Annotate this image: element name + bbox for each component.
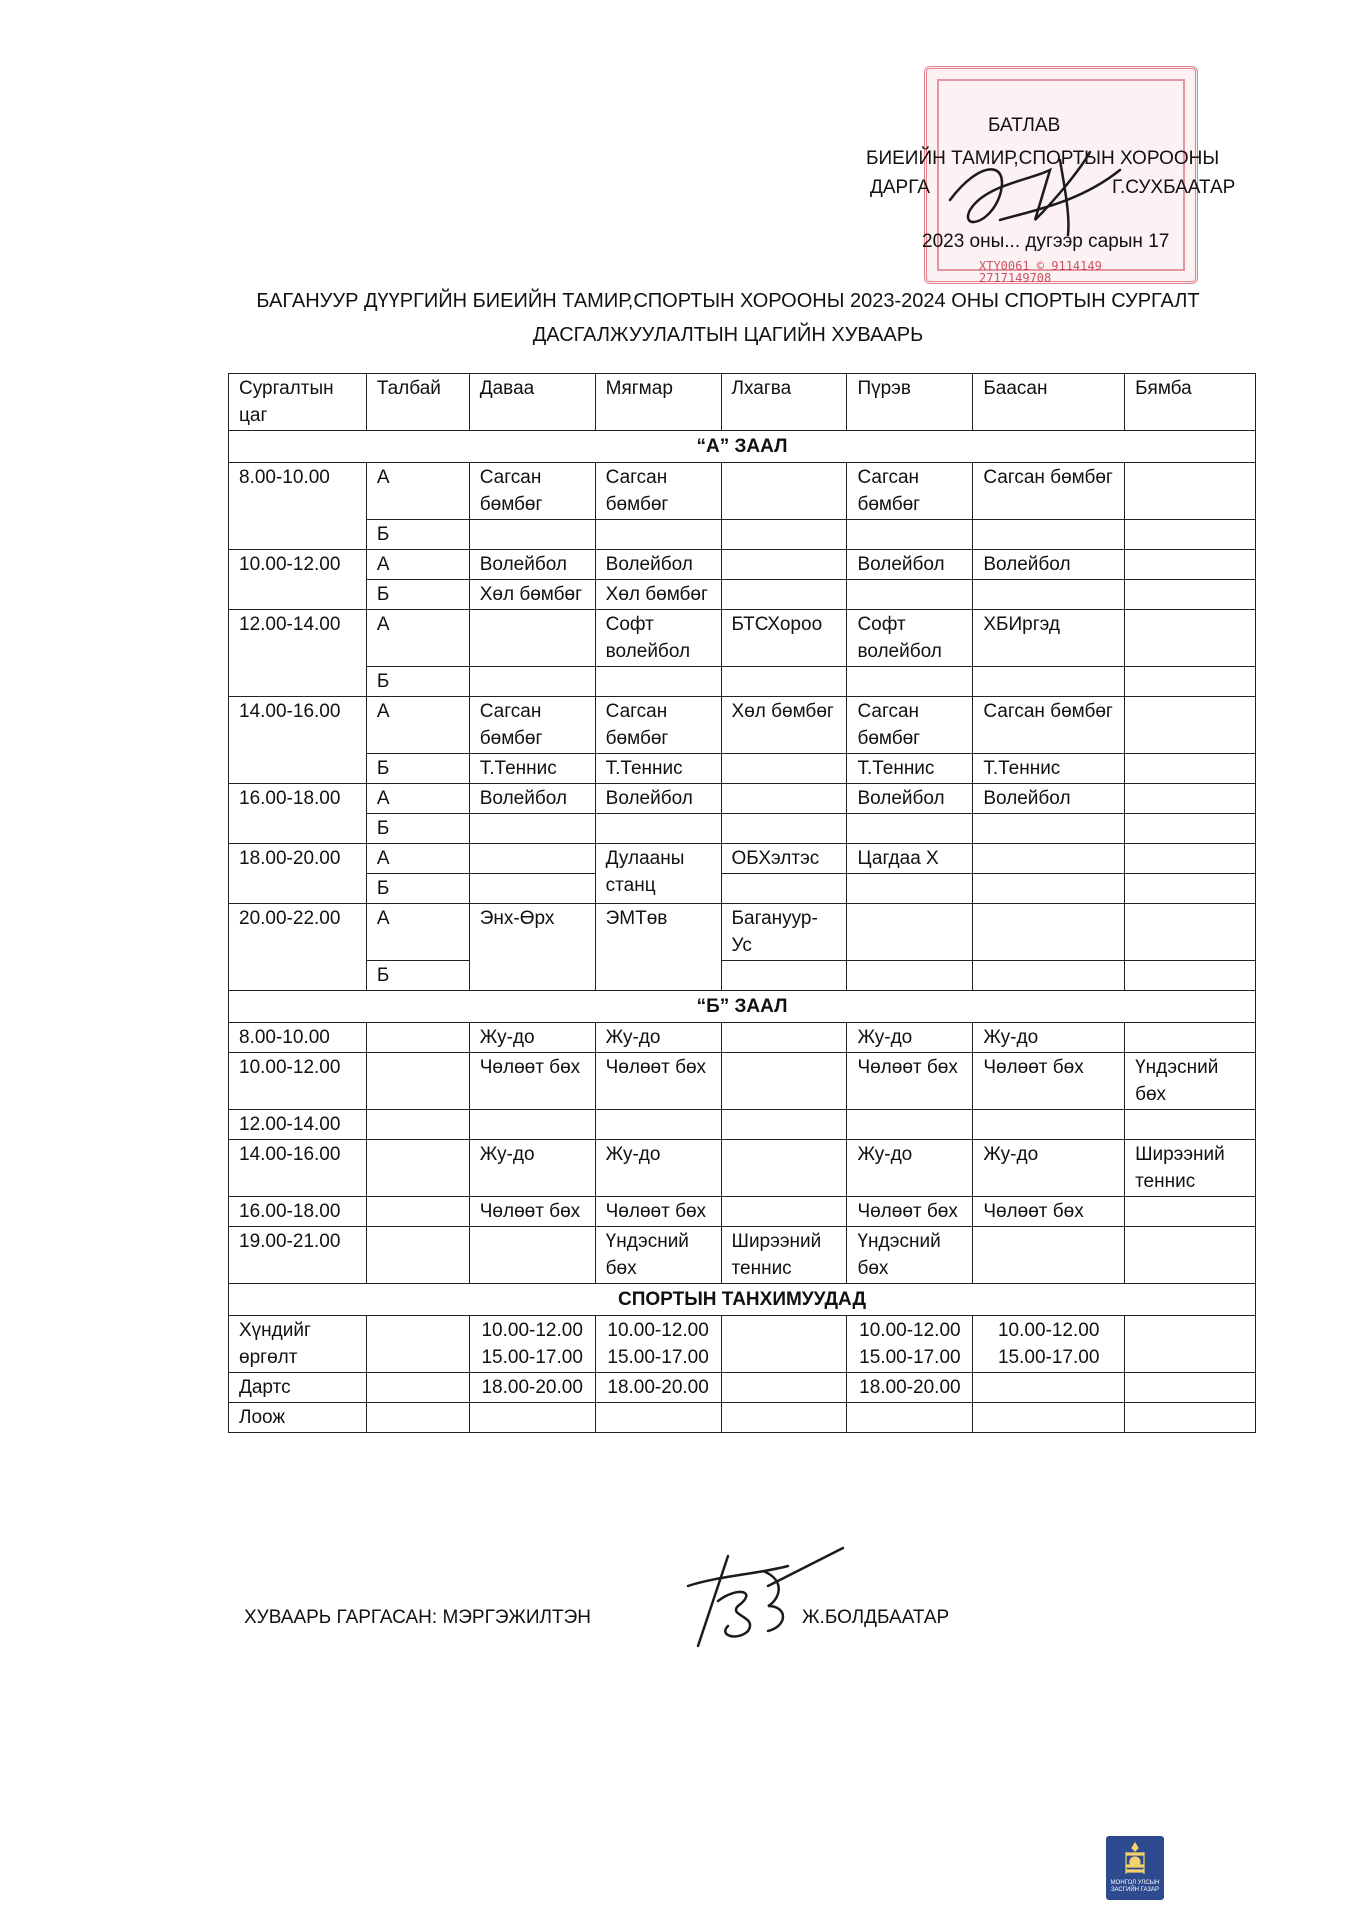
- time-cell: 10.00-12.00: [229, 550, 367, 610]
- schedule-cell: Үндэсний бөх: [847, 1227, 973, 1284]
- schedule-cell: [1125, 1316, 1256, 1373]
- schedule-cell: [973, 904, 1125, 961]
- schedule-cell: Сагсан бөмбөг: [595, 697, 721, 754]
- title-line-1: БАГАНУУР ДҮҮРГИЙН БИЕИЙН ТАМИР,СПОРТЫН ХОРООНЫ 2023-2024 ОНЫ СПОРТЫН СУРГАЛТ: [256, 290, 1200, 312]
- schedule-cell: Волейбол: [595, 784, 721, 814]
- hall-name-cell: Дартс: [229, 1373, 367, 1403]
- table-row: [229, 697, 1256, 754]
- schedule-cell: [469, 610, 595, 667]
- schedule-cell: Сагсан бөмбөг: [847, 463, 973, 520]
- time-cell: 10.00-12.00: [229, 1053, 367, 1110]
- schedule-cell: Сагсан бөмбөг: [973, 697, 1125, 754]
- table-row: [229, 1227, 1256, 1284]
- table-row: [229, 1110, 1256, 1140]
- schedule-cell: [721, 961, 847, 991]
- schedule-cell: [1125, 844, 1256, 874]
- schedule-cell: Софт волейбол: [595, 610, 721, 667]
- schedule-cell: Сагсан бөмбөг: [847, 697, 973, 754]
- schedule-cell: [721, 1197, 847, 1227]
- schedule-cell: БТСХороо: [721, 610, 847, 667]
- table-row: [229, 874, 1256, 904]
- schedule-cell: [721, 1373, 847, 1403]
- schedule-cell: 10.00-12.00 15.00-17.00: [973, 1316, 1125, 1373]
- schedule-cell: [847, 904, 973, 961]
- schedule-cell: [1125, 550, 1256, 580]
- field-cell: А: [366, 904, 469, 961]
- soyombo-icon: [1123, 1842, 1147, 1876]
- schedule-cell: Жу-до: [973, 1023, 1125, 1053]
- header-cell: Бямба: [1125, 374, 1256, 431]
- header-cell: Даваа: [469, 374, 595, 431]
- schedule-cell: Т.Теннис: [847, 754, 973, 784]
- schedule-cell: Т.Теннис: [469, 754, 595, 784]
- schedule-cell: Жу-до: [847, 1140, 973, 1197]
- schedule-cell: [721, 1140, 847, 1197]
- schedule-cell: [721, 874, 847, 904]
- section-row-a: [229, 431, 1256, 463]
- schedule-cell: [847, 580, 973, 610]
- schedule-cell: [973, 1403, 1125, 1433]
- government-logo: [1106, 1836, 1164, 1900]
- schedule-cell: Волейбол: [847, 550, 973, 580]
- field-cell: Б: [366, 754, 469, 784]
- schedule-cell: Хөл бөмбөг: [721, 697, 847, 754]
- schedule-cell: ЭМТөв: [595, 904, 721, 991]
- schedule-cell: [1125, 814, 1256, 844]
- schedule-cell: [1125, 667, 1256, 697]
- approval-org: БИЕИЙН ТАМИР,СПОРТЫН ХОРООНЫ: [866, 148, 1220, 169]
- schedule-cell: [1125, 961, 1256, 991]
- schedule-cell: [973, 520, 1125, 550]
- schedule-cell: Хөл бөмбөг: [595, 580, 721, 610]
- table-row: [229, 1373, 1256, 1403]
- schedule-cell: [721, 1403, 847, 1433]
- schedule-cell: Волейбол: [595, 550, 721, 580]
- schedule-cell: [595, 1110, 721, 1140]
- schedule-cell: [721, 1053, 847, 1110]
- schedule-cell: [469, 667, 595, 697]
- field-cell: Б: [366, 580, 469, 610]
- time-cell: 14.00-16.00: [229, 1140, 367, 1197]
- table-row: [229, 1053, 1256, 1110]
- field-cell: Б: [366, 520, 469, 550]
- schedule-cell: [721, 520, 847, 550]
- time-cell: 18.00-20.00: [229, 844, 367, 904]
- header-cell: Баасан: [973, 374, 1125, 431]
- schedule-cell: [1125, 1227, 1256, 1284]
- schedule-cell: [973, 1227, 1125, 1284]
- hall-name-cell: Хүндийг өргөлт: [229, 1316, 367, 1373]
- time-cell: 12.00-14.00: [229, 1110, 367, 1140]
- schedule-cell: [1125, 1023, 1256, 1053]
- field-cell: Б: [366, 667, 469, 697]
- approval-position: ДАРГА: [870, 177, 930, 198]
- schedule-cell: [847, 520, 973, 550]
- table-row: [229, 1316, 1256, 1373]
- schedule-cell: [847, 814, 973, 844]
- section-title-c: СПОРТЫН ТАНХИМУУДАД: [229, 1284, 1256, 1316]
- schedule-cell: Сагсан бөмбөг: [595, 463, 721, 520]
- field-cell: [366, 1023, 469, 1053]
- schedule-cell: [1125, 580, 1256, 610]
- schedule-cell: [721, 550, 847, 580]
- schedule-cell: Ширээний теннис: [721, 1227, 847, 1284]
- schedule-cell: Чөлөөт бөх: [469, 1053, 595, 1110]
- field-cell: А: [366, 550, 469, 580]
- schedule-cell: [469, 1110, 595, 1140]
- schedule-cell: Жу-до: [595, 1140, 721, 1197]
- specialist-signature: [668, 1546, 848, 1656]
- schedule-cell: [595, 667, 721, 697]
- schedule-cell: [721, 463, 847, 520]
- table-row: [229, 1023, 1256, 1053]
- field-cell: Б: [366, 814, 469, 844]
- schedule-cell: [973, 814, 1125, 844]
- schedule-cell: Т.Теннис: [595, 754, 721, 784]
- schedule-cell: [973, 961, 1125, 991]
- schedule-cell: [1125, 1373, 1256, 1403]
- schedule-cell: [973, 580, 1125, 610]
- schedule-cell: Чөлөөт бөх: [469, 1197, 595, 1227]
- schedule-cell: 10.00-12.00 15.00-17.00: [595, 1316, 721, 1373]
- header-cell: Талбай: [366, 374, 469, 431]
- time-cell: 16.00-18.00: [229, 784, 367, 844]
- schedule-cell: [469, 844, 595, 874]
- schedule-cell: Дулааны станц: [595, 844, 721, 904]
- schedule-cell: Волейбол: [469, 784, 595, 814]
- schedule-cell: [595, 520, 721, 550]
- schedule-cell: Үндэсний бөх: [1125, 1053, 1256, 1110]
- time-cell: 8.00-10.00: [229, 1023, 367, 1053]
- field-cell: Б: [366, 874, 469, 904]
- schedule-cell: [973, 874, 1125, 904]
- stamp-code-1: XTY0061 © 9114149: [979, 259, 1102, 273]
- section-title-a: “А” ЗААЛ: [229, 431, 1256, 463]
- schedule-cell: Чөлөөт бөх: [847, 1197, 973, 1227]
- schedule-cell: [469, 1403, 595, 1433]
- schedule-cell: [1125, 520, 1256, 550]
- schedule-cell: [469, 874, 595, 904]
- schedule-cell: Чөлөөт бөх: [595, 1053, 721, 1110]
- schedule-cell: Волейбол: [973, 784, 1125, 814]
- schedule-cell: [469, 1227, 595, 1284]
- schedule-cell: [595, 814, 721, 844]
- table-row: [229, 463, 1256, 520]
- title-line-2: ДАСГАЛЖУУЛАЛТЫН ЦАГИЙН ХУВААРЬ: [532, 324, 924, 346]
- schedule-cell: [721, 784, 847, 814]
- schedule-table: [228, 373, 1256, 1433]
- header-cell: Пүрэв: [847, 374, 973, 431]
- table-header-row: [229, 374, 1256, 431]
- field-cell: А: [366, 844, 469, 874]
- schedule-cell: [973, 844, 1125, 874]
- section-row-b: [229, 991, 1256, 1023]
- field-cell: [366, 1053, 469, 1110]
- schedule-cell: Энх-Өрх: [469, 904, 595, 991]
- schedule-cell: [847, 874, 973, 904]
- hall-name-cell: Лоож: [229, 1403, 367, 1433]
- schedule-cell: Цагдаа Х: [847, 844, 973, 874]
- schedule-cell: [1125, 1403, 1256, 1433]
- field-cell: [366, 1227, 469, 1284]
- schedule-cell: Чөлөөт бөх: [847, 1053, 973, 1110]
- schedule-cell: [721, 1023, 847, 1053]
- schedule-cell: Сагсан бөмбөг: [469, 697, 595, 754]
- schedule-cell: 18.00-20.00: [469, 1373, 595, 1403]
- schedule-cell: Ширээний теннис: [1125, 1140, 1256, 1197]
- table-row: [229, 814, 1256, 844]
- schedule-cell: Софт волейбол: [847, 610, 973, 667]
- time-cell: 12.00-14.00: [229, 610, 367, 697]
- schedule-cell: [1125, 784, 1256, 814]
- time-cell: 14.00-16.00: [229, 697, 367, 784]
- schedule-cell: [721, 1110, 847, 1140]
- approval-name: Г.СУХБААТАР: [1112, 177, 1236, 198]
- schedule-cell: Волейбол: [469, 550, 595, 580]
- field-cell: А: [366, 697, 469, 754]
- section-row-c: [229, 1284, 1256, 1316]
- schedule-cell: [595, 1403, 721, 1433]
- schedule-cell: Чөлөөт бөх: [973, 1053, 1125, 1110]
- schedule-cell: [469, 520, 595, 550]
- schedule-cell: Т.Теннис: [973, 754, 1125, 784]
- field-cell: А: [366, 463, 469, 520]
- header-cell: Сургалтын цаг: [229, 374, 367, 431]
- schedule-cell: Жу-до: [847, 1023, 973, 1053]
- footer-name: Ж.БОЛДБААТАР: [802, 1607, 950, 1628]
- table-row: [229, 580, 1256, 610]
- schedule-cell: Жу-до: [595, 1023, 721, 1053]
- field-cell: [366, 1403, 469, 1433]
- schedule-cell: 10.00-12.00 15.00-17.00: [469, 1316, 595, 1373]
- table-row: [229, 1197, 1256, 1227]
- table-row: [229, 784, 1256, 814]
- schedule-cell: Жу-до: [469, 1023, 595, 1053]
- schedule-cell: [1125, 874, 1256, 904]
- schedule-cell: ОБХэлтэс: [721, 844, 847, 874]
- schedule-cell: Волейбол: [973, 550, 1125, 580]
- schedule-cell: [721, 667, 847, 697]
- table-row: [229, 1403, 1256, 1433]
- schedule-cell: Чөлөөт бөх: [595, 1197, 721, 1227]
- field-cell: [366, 1110, 469, 1140]
- schedule-cell: [847, 961, 973, 991]
- schedule-cell: [1125, 904, 1256, 961]
- schedule-cell: Чөлөөт бөх: [973, 1197, 1125, 1227]
- schedule-cell: [1125, 1110, 1256, 1140]
- schedule-cell: [721, 1316, 847, 1373]
- schedule-cell: Жу-до: [973, 1140, 1125, 1197]
- schedule-cell: Багануур-Ус: [721, 904, 847, 961]
- schedule-cell: [1125, 754, 1256, 784]
- table-row: [229, 904, 1256, 961]
- schedule-cell: [1125, 463, 1256, 520]
- field-cell: [366, 1316, 469, 1373]
- schedule-cell: Үндэсний бөх: [595, 1227, 721, 1284]
- table-row: [229, 520, 1256, 550]
- schedule-cell: [973, 1110, 1125, 1140]
- schedule-cell: Сагсан бөмбөг: [469, 463, 595, 520]
- schedule-cell: [1125, 1197, 1256, 1227]
- logo-text: МОНГОЛ УЛСЫН ЗАСГИЙН ГАЗАР: [1110, 1880, 1160, 1893]
- field-cell: [366, 1373, 469, 1403]
- field-cell: А: [366, 784, 469, 814]
- time-cell: 16.00-18.00: [229, 1197, 367, 1227]
- director-signature: [940, 140, 1130, 250]
- header-cell: Лхагва: [721, 374, 847, 431]
- schedule-cell: 10.00-12.00 15.00-17.00: [847, 1316, 973, 1373]
- approval-title: БАТЛАВ: [988, 115, 1061, 136]
- table-row: [229, 961, 1256, 991]
- schedule-cell: [1125, 610, 1256, 667]
- time-cell: 20.00-22.00: [229, 904, 367, 991]
- schedule-cell: [1125, 697, 1256, 754]
- schedule-cell: [469, 814, 595, 844]
- table-row: [229, 550, 1256, 580]
- table-row: [229, 1140, 1256, 1197]
- schedule-cell: Сагсан бөмбөг: [973, 463, 1125, 520]
- schedule-cell: [721, 580, 847, 610]
- schedule-cell: [847, 1110, 973, 1140]
- schedule-cell: Волейбол: [847, 784, 973, 814]
- time-cell: 8.00-10.00: [229, 463, 367, 550]
- header-cell: Мягмар: [595, 374, 721, 431]
- schedule-cell: [721, 754, 847, 784]
- table-row: [229, 844, 1256, 874]
- schedule-cell: 18.00-20.00: [595, 1373, 721, 1403]
- schedule-cell: [847, 1403, 973, 1433]
- schedule-cell: [973, 1373, 1125, 1403]
- stamp-code-2: 2717149708: [979, 271, 1052, 285]
- schedule-cell: Жу-до: [469, 1140, 595, 1197]
- table-row: [229, 667, 1256, 697]
- document-title: [228, 284, 1228, 352]
- field-cell: А: [366, 610, 469, 667]
- approval-date: 2023 оны... дугээр сарын 17: [922, 231, 1170, 252]
- table-row: [229, 610, 1256, 667]
- table-row: [229, 754, 1256, 784]
- schedule-cell: ХБИргэд: [973, 610, 1125, 667]
- field-cell: [366, 1140, 469, 1197]
- schedule-cell: 18.00-20.00: [847, 1373, 973, 1403]
- field-cell: [366, 1197, 469, 1227]
- time-cell: 19.00-21.00: [229, 1227, 367, 1284]
- schedule-cell: [973, 667, 1125, 697]
- field-cell: Б: [366, 961, 469, 991]
- schedule-cell: [847, 667, 973, 697]
- schedule-cell: Хөл бөмбөг: [469, 580, 595, 610]
- schedule-cell: [721, 814, 847, 844]
- footer-made-by: ХУВААРЬ ГАРГАСАН: МЭРГЭЖИЛТЭН: [244, 1607, 591, 1628]
- section-title-b: “Б” ЗААЛ: [229, 991, 1256, 1023]
